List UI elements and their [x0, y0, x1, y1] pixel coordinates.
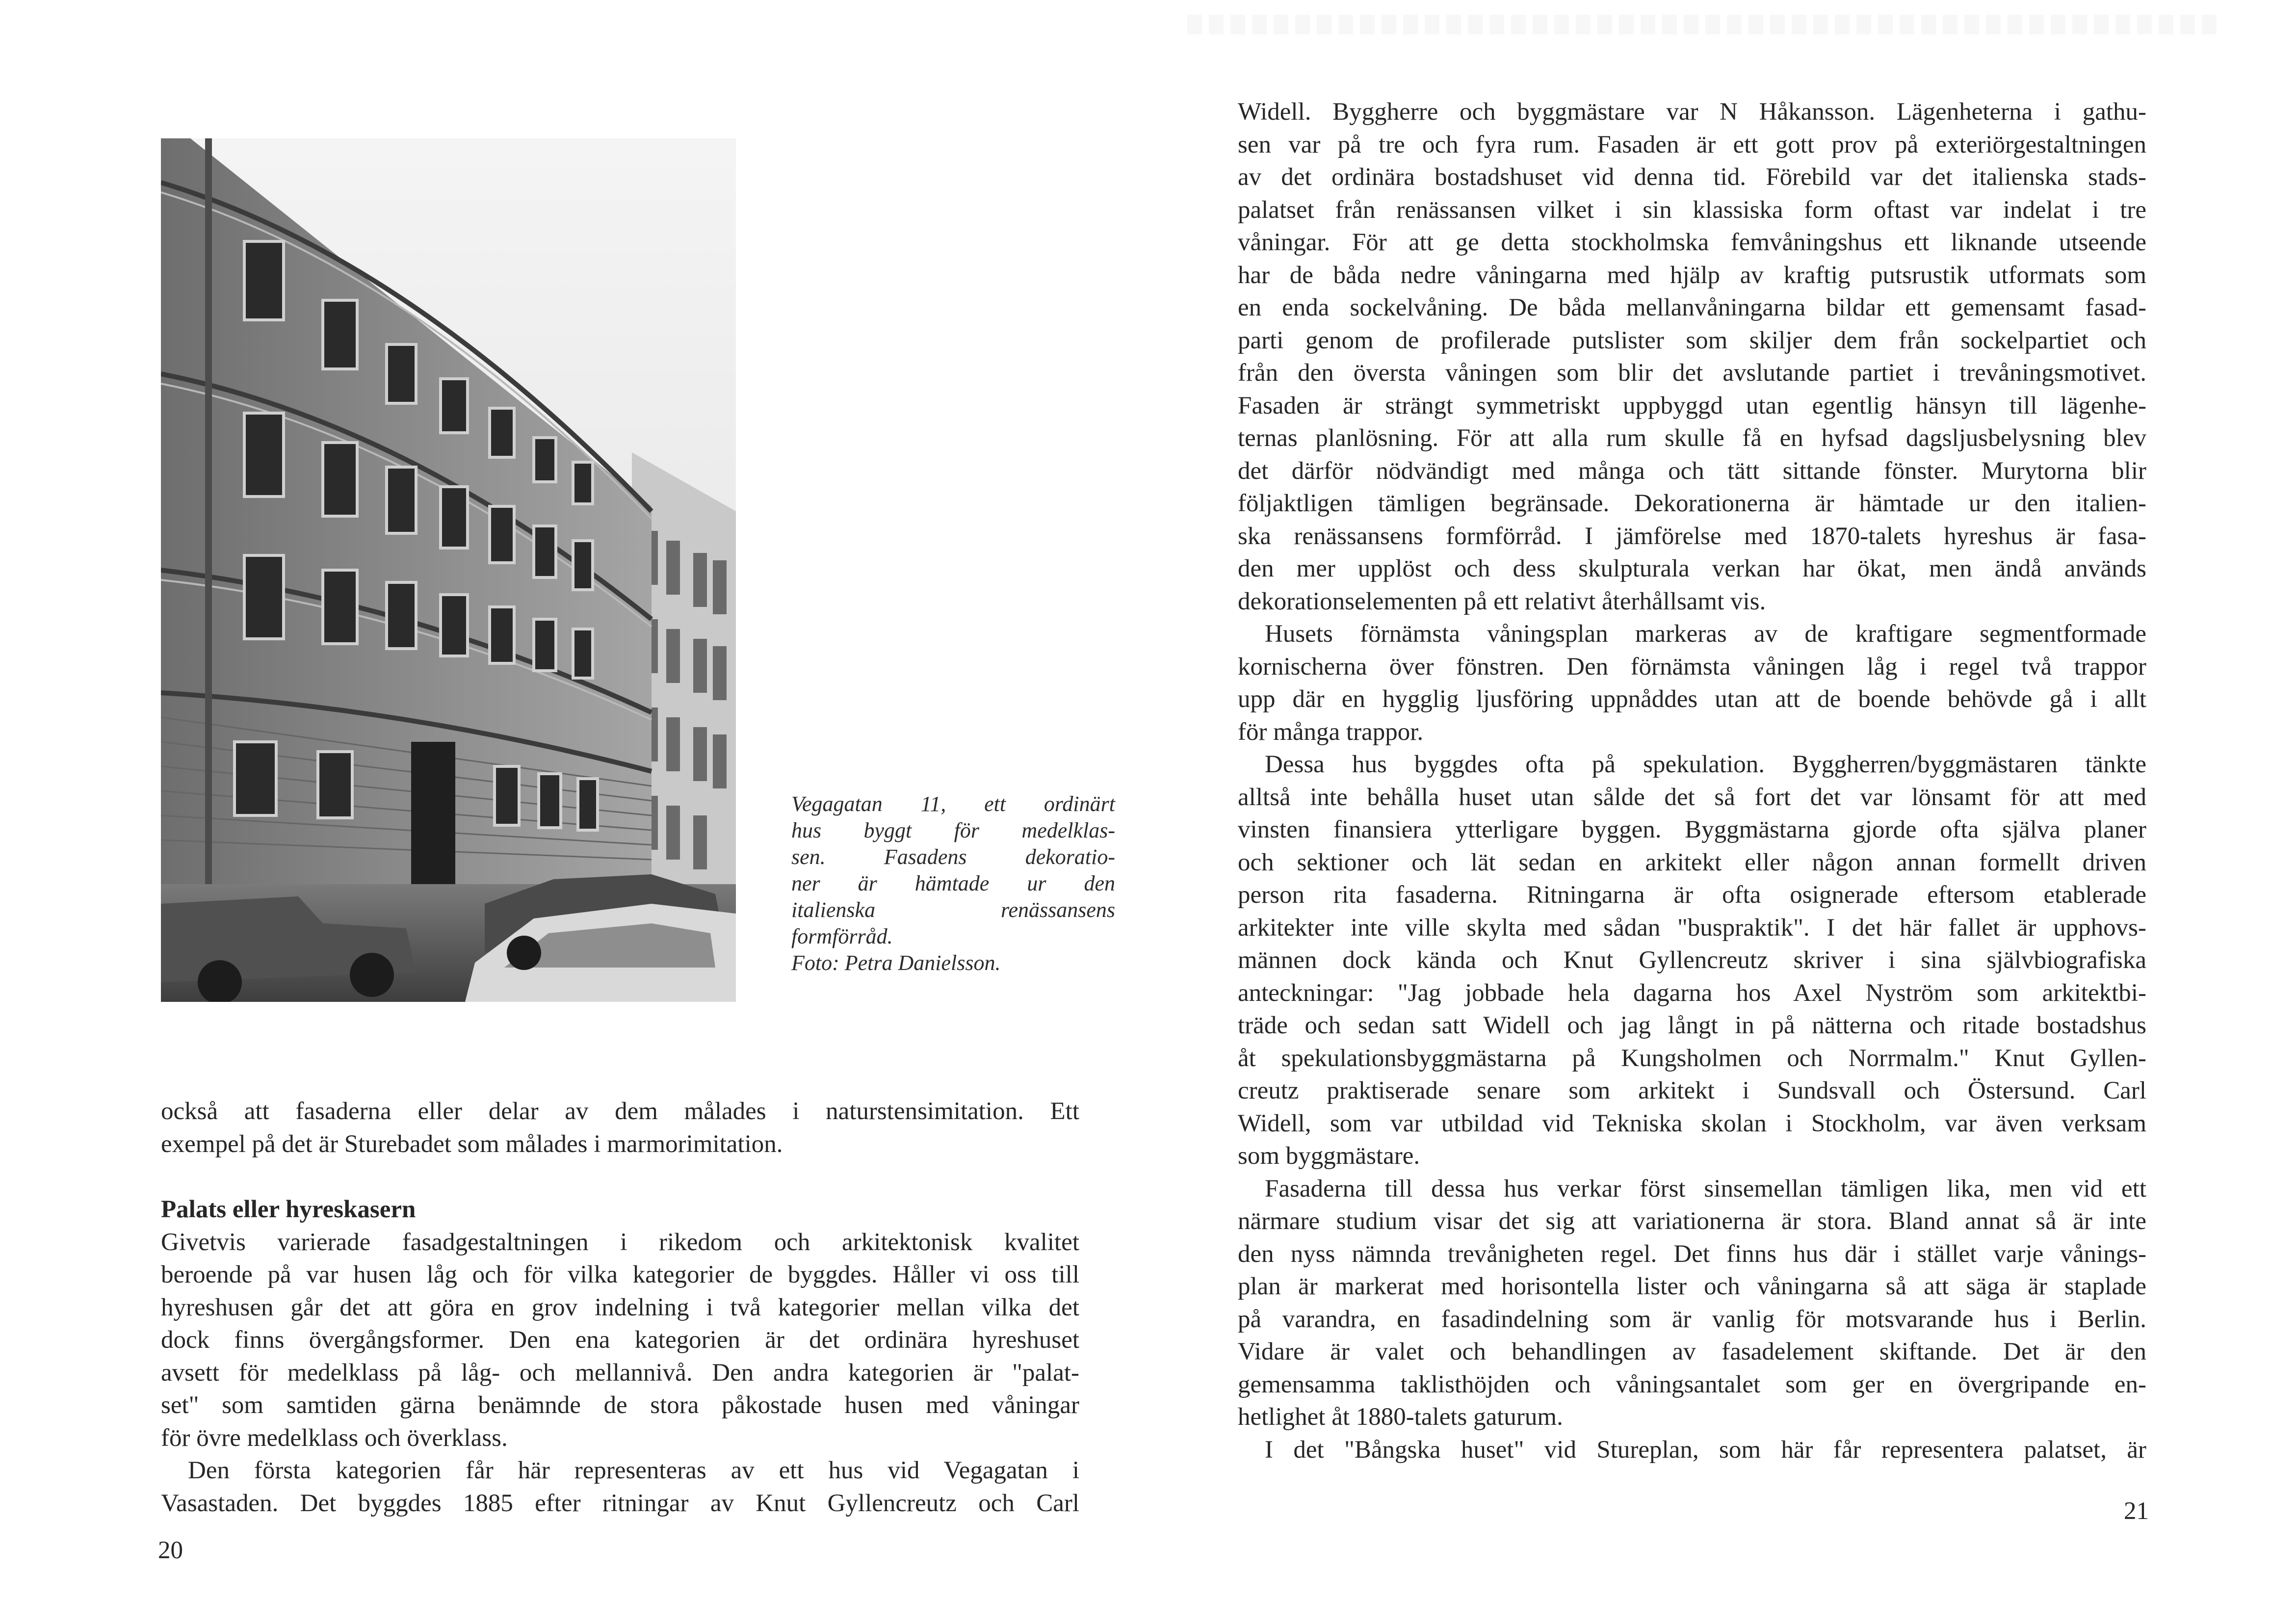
right-page: [1148, 0, 2296, 1624]
street-facade-photo: [161, 138, 736, 1002]
text-line: männen dock kända och Knut Gyllencreutz skriver i sina självbiografiska: [1238, 946, 2146, 974]
text-line: följaktligen tämligen begränsade. Dekorationerna är hämtade ur den italien-: [1238, 490, 2146, 517]
text-line: beroende på var husen låg och för vilka kategorier de byggdes. Håller vi oss till: [161, 1261, 1079, 1288]
text-line: för övre medelklass och överklass.: [161, 1424, 508, 1452]
text-line: som byggmästare.: [1238, 1142, 1420, 1170]
text-line: palatset från renässansen vilket i sin klassiska form oftast var indelat i tre: [1238, 196, 2146, 224]
text-line: hyreshusen går det att göra en grov indelning i två kategorier mellan vilka det: [161, 1293, 1079, 1321]
text-line: Vasastaden. Det byggdes 1885 efter ritningar av Knut Gyllencreutz och Carl: [161, 1489, 1079, 1517]
text-line: Vidare är valet och behandlingen av fasadelement skiftande. Det är den: [1238, 1338, 2146, 1365]
caption-line: ner är hämtade ur den: [791, 871, 1115, 895]
text-line: ternas planlösning. För att alla rum skulle få en hyfsad dagsljusbelysning blev: [1238, 424, 2146, 452]
text-line: en enda sockelvåning. De båda mellanvåningarna bildar ett gemensamt fasad-: [1238, 294, 2146, 321]
text-line: den nyss nämnda trevånigheten regel. Det finns hus där i stället varje vånings-: [1238, 1240, 2146, 1268]
text-line: träde och sedan satt Widell och jag långt in på nätterna och ritade bostadshus: [1238, 1012, 2146, 1039]
text-line: creutz praktiserade senare som arkitekt i Sundsvall och Östersund. Carl: [1238, 1077, 2146, 1104]
text-line: också att fasaderna eller delar av dem målades i naturstensimitation. Ett: [161, 1098, 1079, 1125]
text-line: och sektioner och lät sedan en arkitekt eller någon annan formellt driven: [1238, 848, 2146, 876]
text-line: ska renässansens formförråd. I jämförelse med 1870-talets hyreshus är fasa-: [1238, 522, 2146, 550]
text-line: arkitekter inte ville skylta med sådan "buspraktik". I det här fallet är upphovs-: [1238, 914, 2146, 942]
text-line: kornischerna över fönstren. Den förnämsta våningen låg i regel två trappor: [1238, 653, 2146, 681]
text-line: hetlighet åt 1880-talets gaturum.: [1238, 1403, 1563, 1431]
text-line: Den första kategorien får här representeras av ett hus vid Vegagatan i: [188, 1457, 1079, 1484]
text-line: Husets förnämsta våningsplan markeras av de kraftigare segmentformade: [1265, 620, 2146, 648]
text-line: närmare studium visar det sig att variationerna är stora. Bland annat så är inte: [1238, 1207, 2146, 1235]
continuation-paragraph: [161, 1095, 1079, 1160]
text-line: exempel på det är Sturebadet som målades i marmorimitation.: [161, 1130, 783, 1158]
caption-credit: Foto: Petra Danielsson.: [791, 951, 1001, 975]
text-line: alltså inte behålla huset utan sålde det så fort det var lönsamt för att med: [1238, 783, 2146, 811]
text-line: Widell. Byggherre och byggmästare var N Håkansson. Lägenheterna i gathu-: [1238, 98, 2146, 126]
text-line: åt spekulationsbyggmästarna på Kungsholmen och Norrmalm." Knut Gyllen-: [1238, 1044, 2146, 1072]
text-line: för många trappor.: [1238, 718, 1424, 746]
text-line: Dessa hus byggdes ofta på spekulation. Byggherren/byggmästaren tänkte: [1265, 751, 2146, 778]
caption-line: hus byggt för medelklas-: [791, 818, 1115, 842]
text-line: person rita fasaderna. Ritningarna är ofta osignerade eftersom etablerade: [1238, 881, 2146, 909]
text-line: vinsten finansiera ytterligare byggen. Byggmästarna gjorde ofta själva planer: [1238, 816, 2146, 843]
photo-caption: [791, 791, 1115, 976]
text-line: anteckningar: "Jag jobbade hela dagarna hos Axel Nyström som arkitektbi-: [1238, 979, 2146, 1007]
caption-line: italienska renässansens: [791, 898, 1115, 922]
page-number: 21: [2124, 1497, 2149, 1525]
text-line: upp där en hygglig ljusföring uppnåddes utan att de boende behövde gå i allt: [1238, 685, 2146, 713]
text-line: från den översta våningen som blir det avslutande partiet i trevåningsmotivet.: [1238, 359, 2146, 387]
section-palats: [161, 1193, 1079, 1519]
section-heading: Palats eller hyreskasern: [161, 1196, 416, 1223]
text-line: av det ordinära bostadshuset vid denna tid. Förebild var det italienska stads-: [1238, 163, 2146, 191]
caption-line: Vegagatan 11, ett ordinärt: [791, 792, 1115, 816]
text-line: set" som samtiden gärna benämnde de stora påkostade husen med våningar: [161, 1391, 1079, 1419]
text-line: avsett för medelklass på låg- och mellannivå. Den andra kategorien är "palat-: [161, 1359, 1079, 1387]
text-line: sen var på tre och fyra rum. Fasaden är ett gott prov på exteriörgestaltningen: [1238, 131, 2146, 158]
text-line: gemensamma taklisthöjden och våningsantalet som ger en övergripande en-: [1238, 1370, 2146, 1398]
body-text: [1238, 96, 2146, 1466]
text-line: på varandra, en fasadindelning som är vanlig för motsvarande hus i Berlin.: [1238, 1305, 2146, 1333]
text-line: I det "Bångska huset" vid Stureplan, som här får representera palatset, är: [1265, 1436, 2146, 1464]
text-line: våningar. För att ge detta stockholmska femvåningshus ett liknande utseende: [1238, 229, 2146, 256]
text-line: parti genom de profilerade putslister som skiljer dem från sockelpartiet och: [1238, 326, 2146, 354]
text-line: Fasaderna till dessa hus verkar först sinsemellan tämligen lika, men vid ett: [1265, 1175, 2146, 1203]
text-line: har de båda nedre våningarna med hjälp av kraftig putsrustik utformats som: [1238, 261, 2146, 289]
text-line: den mer upplöst och dess skulpturala verkan har ökat, men ändå används: [1238, 555, 2146, 582]
text-line: plan är markerat med horisontella lister och våningarna så att säga är staplade: [1238, 1273, 2146, 1300]
text-line: Widell, som var utbildad vid Tekniska skolan i Stockholm, var även verksam: [1238, 1109, 2146, 1137]
page-number: 20: [158, 1537, 183, 1564]
text-line: Givetvis varierade fasadgestaltningen i rikedom och arkitektonisk kvalitet: [161, 1228, 1079, 1256]
caption-line: formförråd.: [791, 924, 893, 948]
text-line: det därför nödvändigt med många och tätt sittande fönster. Murytorna blir: [1238, 457, 2146, 485]
text-line: dock finns övergångsformer. Den ena kategorien är det ordinära hyreshuset: [161, 1326, 1079, 1354]
caption-line: sen. Fasadens dekoratio-: [791, 845, 1115, 869]
text-line: Fasaden är strängt symmetriskt uppbyggd utan egentlig hänsyn till lägenhe-: [1238, 392, 2146, 419]
text-line: dekorationselementen på ett relativt återhållsamt vis.: [1238, 587, 1766, 615]
